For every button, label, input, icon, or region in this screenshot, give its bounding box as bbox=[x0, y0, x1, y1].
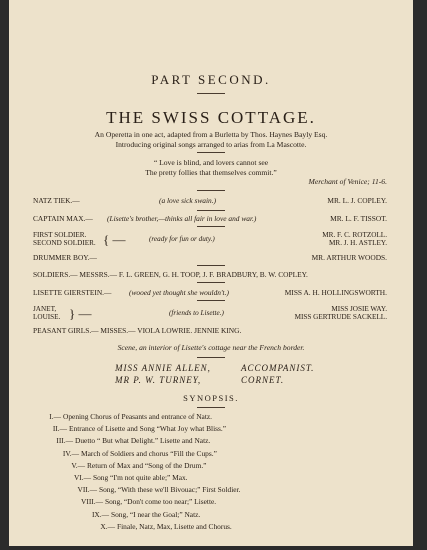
actor-name: MR. F. C. ROTZOLL. bbox=[322, 231, 387, 239]
role-name: NATZ TIEK.— bbox=[33, 196, 80, 205]
operetta-title: THE SWISS COTTAGE. bbox=[106, 108, 316, 127]
role-description: (a love sick swain.) bbox=[159, 196, 217, 205]
synopsis-number: VI.— bbox=[73, 473, 91, 482]
role-description: (ready for fun or duty.) bbox=[149, 235, 215, 243]
synopsis-number: VIII.— bbox=[81, 497, 103, 507]
divider bbox=[197, 407, 225, 408]
synopsis-item bbox=[61, 473, 188, 482]
divider bbox=[197, 226, 225, 227]
intro-text bbox=[9, 130, 413, 150]
synopsis-number: IX.— bbox=[91, 509, 109, 519]
cornet-role: CORNET. bbox=[241, 375, 285, 385]
role-description: (friends to Lisette.) bbox=[169, 309, 224, 317]
synopsis-text: Song, “With these we'll Bivouac;” First Soldier. bbox=[99, 485, 241, 495]
role-name: FIRST SOLDIER. bbox=[33, 231, 87, 239]
actor-name: MR. L. F. TISSOT. bbox=[330, 214, 387, 223]
divider bbox=[197, 265, 225, 266]
role-description: (Lisette's brother,—thinks all fair in love and war.) bbox=[107, 214, 257, 223]
epigraph-line-2: The pretty follies that themselves commit.” bbox=[145, 168, 277, 177]
synopsis-text: Song, “I near the Goal;” Natz. bbox=[111, 509, 201, 519]
actor-name: MR. J. H. ASTLEY. bbox=[329, 239, 387, 247]
divider bbox=[197, 152, 225, 153]
synopsis-item bbox=[37, 424, 226, 433]
role-name: LISETTE GIERSTEIN.— bbox=[33, 288, 112, 297]
synopsis-item bbox=[55, 461, 206, 470]
synopsis-number: I.— bbox=[49, 412, 61, 421]
divider bbox=[197, 300, 225, 301]
accompanist-role: ACCOMPANIST. bbox=[241, 363, 315, 373]
synopsis-heading: SYNOPSIS. bbox=[183, 393, 239, 403]
actor-name: MISS JOSIE WAY. bbox=[331, 305, 387, 313]
chorus-names: VIOLA LOWRIE. JENNIE KING. bbox=[137, 326, 242, 335]
synopsis-text: Song, “Don't come too near;” Lisette. bbox=[105, 497, 217, 507]
actor-name: MR. ARTHUR WOODS. bbox=[311, 253, 387, 262]
synopsis-number: VII.— bbox=[77, 485, 97, 495]
scene-description: Scene, an interior of Lisette's cottage near the French border. bbox=[117, 343, 305, 352]
chorus-label bbox=[33, 326, 241, 335]
synopsis-number: X.— bbox=[100, 521, 115, 531]
role-name: JANET, bbox=[33, 305, 57, 313]
chorus-names: F. L. GREEN, G. H. TOOP, J. F. BRADBURY, B. W. COPLEY. bbox=[118, 270, 308, 279]
cornet-name: MR P. W. TURNEY, bbox=[115, 375, 202, 385]
synopsis-text: Return of Max and “Song of the Drum.” bbox=[87, 460, 207, 470]
synopsis-item bbox=[43, 436, 210, 445]
accompanist-name: MISS ANNIE ALLEN, bbox=[115, 363, 211, 373]
epigraph-line-1: “ Love is blind, and lovers cannot see bbox=[153, 158, 269, 167]
chorus-label-text: SOLDIERS.— MESSRS.— bbox=[33, 270, 117, 279]
role-name: LOUISE. bbox=[33, 313, 61, 321]
synopsis-text: Opening Chorus of Peasants and entrance of Natz. bbox=[63, 412, 212, 421]
actor-name: MR. L. J. COPLEY. bbox=[327, 196, 387, 205]
epigraph bbox=[9, 158, 413, 178]
synopsis-item bbox=[79, 510, 200, 519]
synopsis-item bbox=[49, 449, 217, 458]
synopsis-number: II.— bbox=[52, 424, 67, 434]
actor-name: MISS A. H. HOLLINGSWORTH. bbox=[284, 288, 387, 297]
role-description: (wooed yet thought she wouldn't.) bbox=[129, 288, 229, 297]
synopsis-text: Song “I'm not quite able;” Max. bbox=[93, 473, 188, 482]
role-name: CAPTAIN MAX.— bbox=[33, 214, 93, 223]
brace: { — bbox=[103, 232, 126, 247]
part-heading: PART SECOND. bbox=[151, 72, 271, 87]
synopsis-item bbox=[31, 412, 212, 421]
synopsis-number: III.— bbox=[56, 436, 73, 446]
divider bbox=[197, 282, 225, 283]
synopsis-text: Entrance of Lisette and Song “What Joy what Bliss.” bbox=[69, 424, 227, 434]
role-name: DRUMMER BOY.— bbox=[33, 253, 97, 262]
synopsis-text: Finale, Natz, Max, Lisette and Chorus. bbox=[117, 521, 232, 531]
intro-line-2: Introducing original songs arranged to arias from La Mascotte. bbox=[115, 140, 307, 149]
synopsis-text: March of Soldiers and chorus “Fill the Cups.” bbox=[81, 448, 217, 458]
actor-name: MISS GERTRUDE SACKELL. bbox=[294, 313, 387, 321]
synopsis-item bbox=[67, 485, 240, 494]
divider bbox=[197, 357, 225, 358]
intro-line-1: An Operetta in one act, adapted from a Burletta by Thos. Haynes Bayly Esq. bbox=[94, 130, 328, 139]
synopsis-item bbox=[85, 522, 232, 531]
program-page bbox=[9, 0, 413, 546]
role-name: SECOND SOLDIER. bbox=[33, 239, 96, 247]
divider bbox=[197, 190, 225, 191]
epigraph-attribution: Merchant of Venice; 11-6. bbox=[308, 177, 387, 186]
brace: } — bbox=[69, 306, 92, 321]
synopsis-text: Duetto “ But what Delight.” Lisette and Natz. bbox=[75, 436, 211, 446]
divider bbox=[197, 210, 225, 211]
chorus-label-text: PEASANT GIRLS.— MISSES.— bbox=[33, 326, 136, 335]
synopsis-number: V.— bbox=[71, 460, 85, 470]
chorus-label bbox=[33, 270, 308, 279]
divider bbox=[197, 93, 225, 94]
synopsis-item bbox=[73, 497, 216, 506]
synopsis-number: IV.— bbox=[62, 448, 79, 458]
